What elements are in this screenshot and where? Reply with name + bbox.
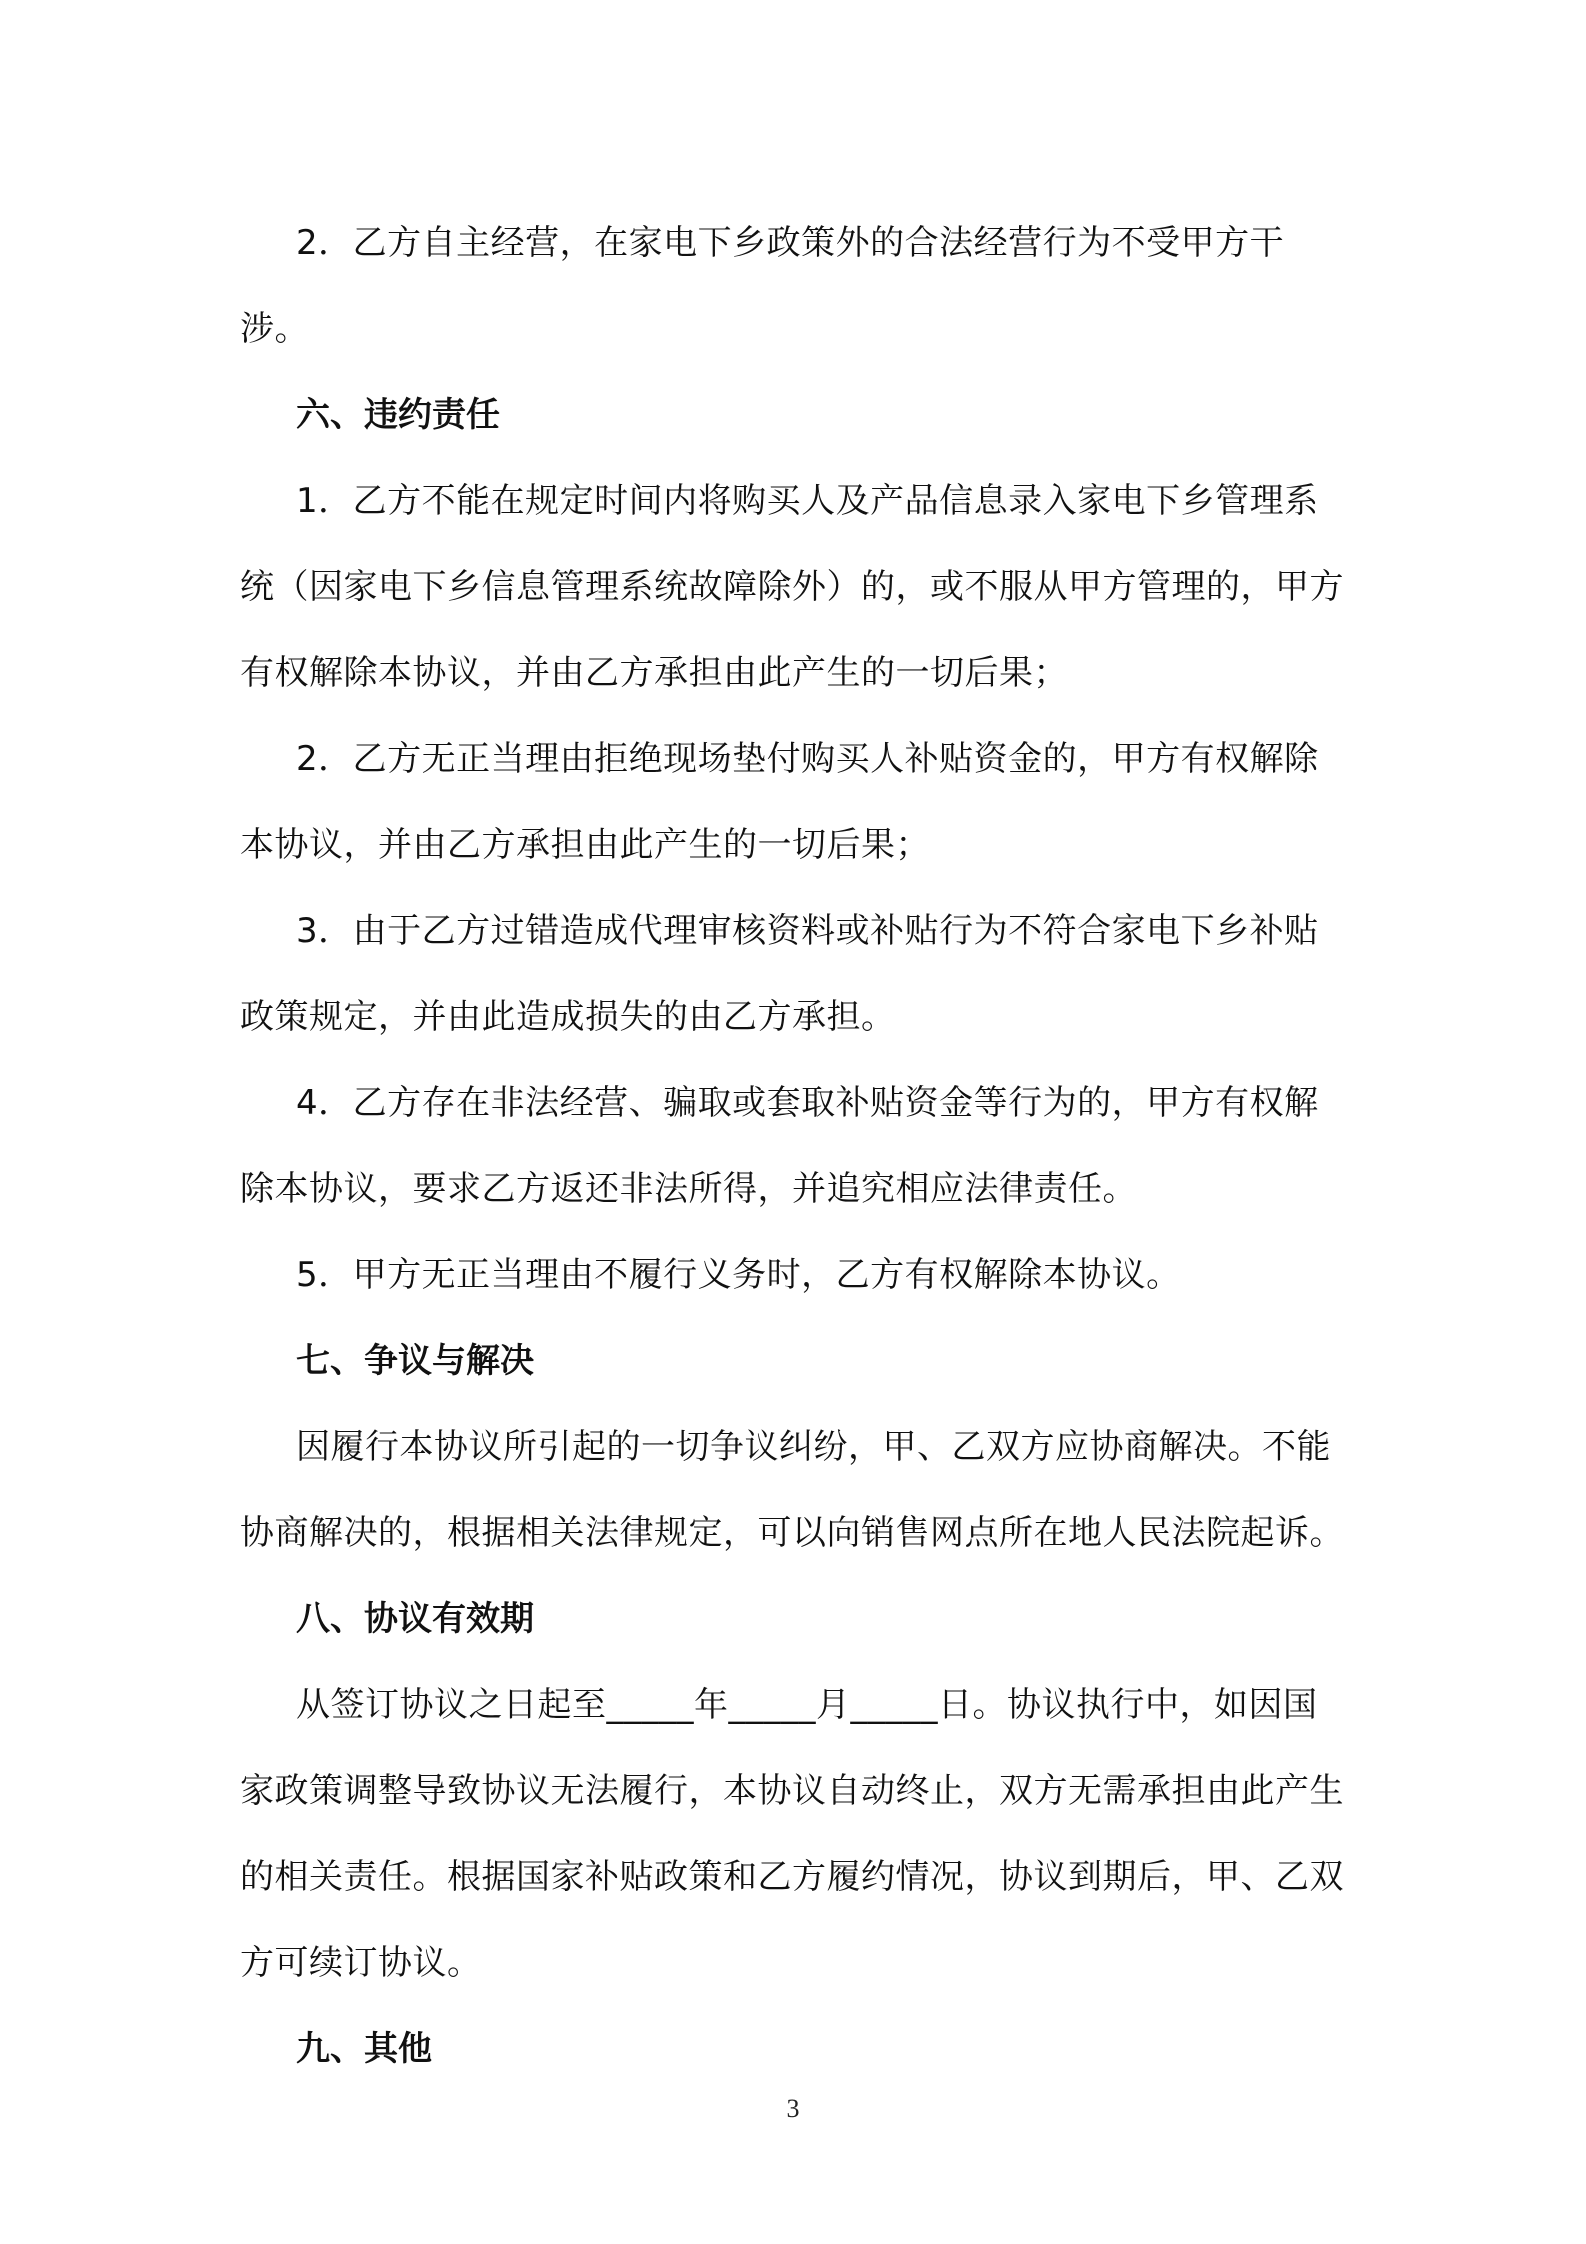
clause-5-2: 2．乙方自主经营，在家电下乡政策外的合法经营行为不受甲方干涉。 xyxy=(240,223,1285,349)
clause-6-4: 4．乙方存在非法经营、骗取或套取补贴资金等行为的，甲方有权解除本协议，要求乙方返还非法所得，并追究相应法律责任。 xyxy=(240,1083,1319,1209)
clause-6-2: 2．乙方无正当理由拒绝现场垫付购买人补贴资金的，甲方有权解除本协议，并由乙方承担由此产生的一切后果； xyxy=(240,739,1319,865)
section-heading-8: 八、协议有效期 xyxy=(296,1599,534,1639)
clause-8-body: 从签订协议之日起至_____年_____月_____日。协议执行中，如因国家政策调整导致协议无法履行，本协议自动终止，双方无需承担由此产生的相关责任。根据国家补贴政策和乙方履约情况，协议到期后，甲、乙双方可续订协议。 xyxy=(240,1685,1344,1983)
section-heading-6: 六、违约责任 xyxy=(296,395,500,435)
clause-6-5: 5．甲方无正当理由不履行义务时，乙方有权解除本协议。 xyxy=(296,1255,1181,1295)
section-heading-7: 七、争议与解决 xyxy=(296,1341,534,1381)
document-body xyxy=(240,200,1348,2092)
clause-6-3: 3．由于乙方过错造成代理审核资料或补贴行为不符合家电下乡补贴政策规定，并由此造成损失的由乙方承担。 xyxy=(240,911,1319,1037)
page-number: 3 xyxy=(786,2094,800,2123)
clause-6-1: 1．乙方不能在规定时间内将购买人及产品信息录入家电下乡管理系统（因家电下乡信息管理系统故障除外）的，或不服从甲方管理的，甲方有权解除本协议，并由乙方承担由此产生的一切后果； xyxy=(240,481,1344,693)
section-heading-9: 九、其他 xyxy=(296,2029,432,2069)
clause-7-body: 因履行本协议所引起的一切争议纠纷，甲、乙双方应协商解决。不能协商解决的，根据相关法律规定，可以向销售网点所在地人民法院起诉。 xyxy=(240,1427,1344,1553)
